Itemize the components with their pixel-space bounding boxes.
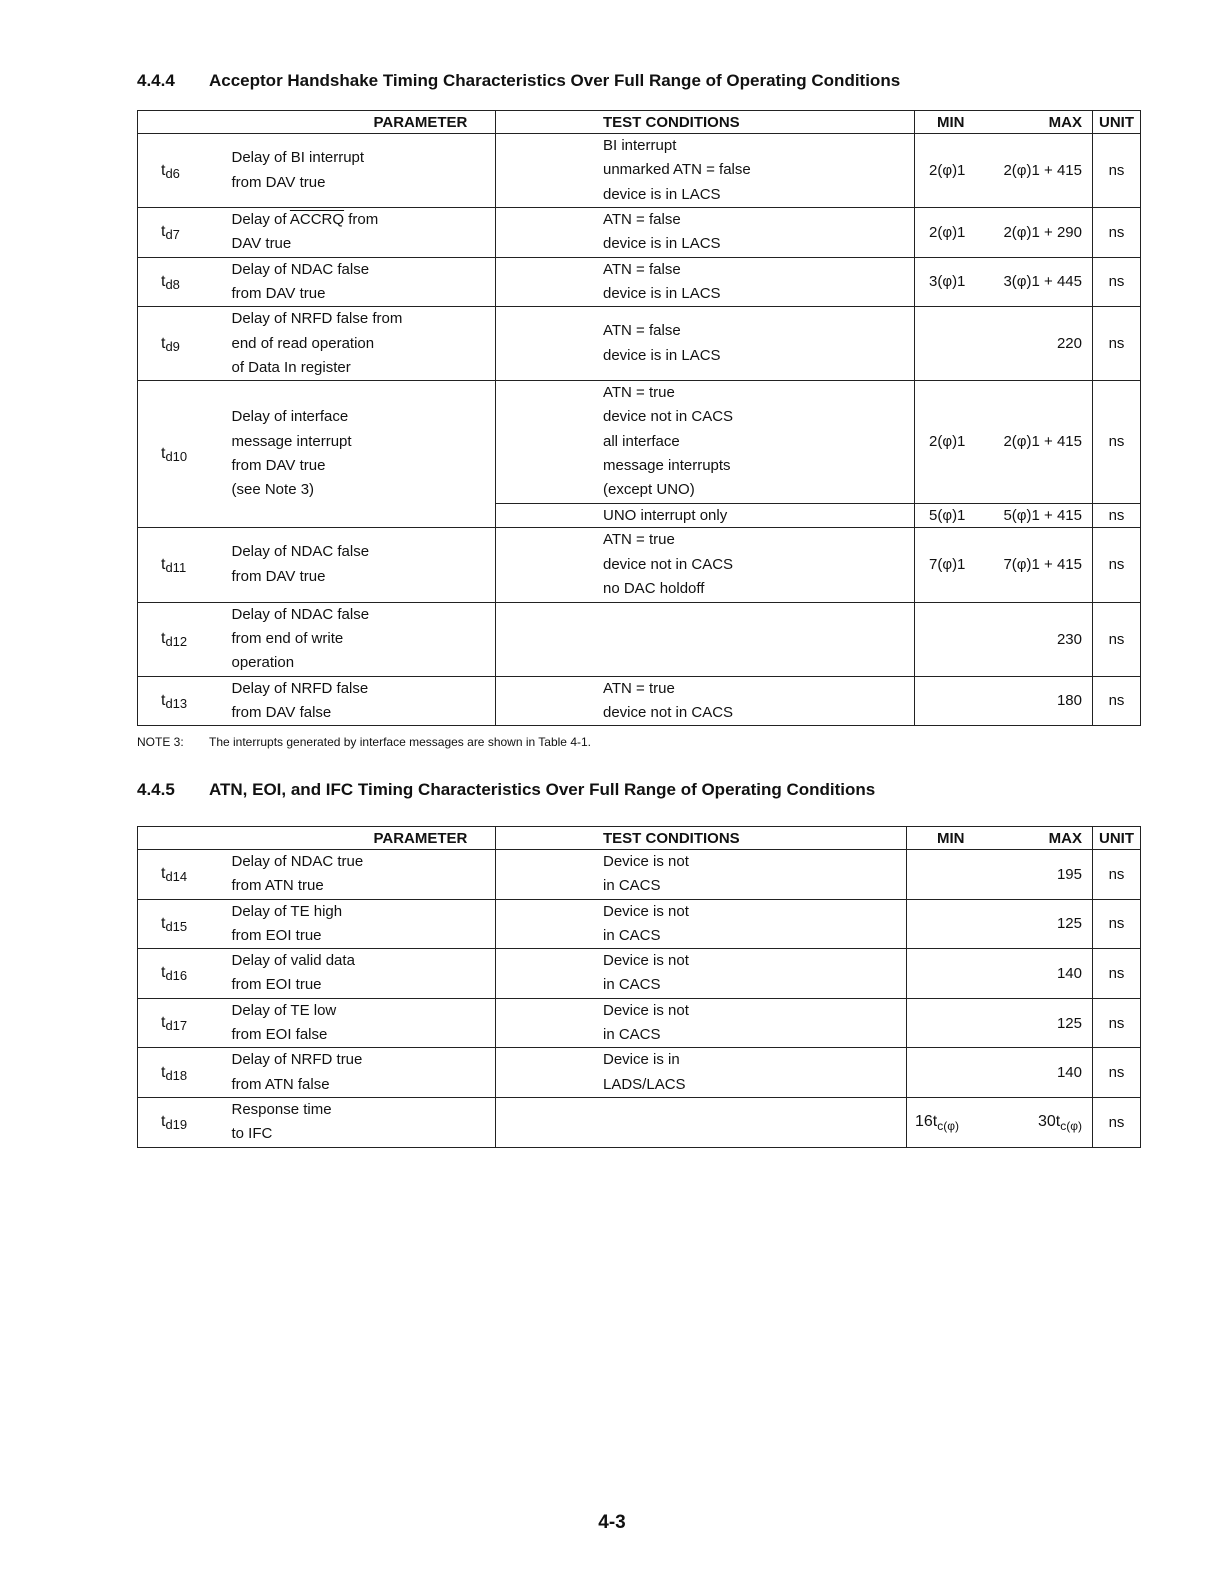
test-conditions: Device is not in CACS — [496, 998, 907, 1048]
max-value: 7(φ)1 + 415 — [991, 527, 1093, 602]
param-symbol: td12 — [138, 602, 232, 676]
min-value — [915, 307, 991, 381]
test-conditions: Device is in LADS/LACS — [496, 1048, 907, 1098]
max-value: 230 — [991, 602, 1093, 676]
min-value — [907, 1048, 991, 1098]
table-row — [138, 381, 1141, 503]
param-description: Delay of NDAC false from end of write operation — [232, 602, 496, 676]
section-title: ATN, EOI, and IFC Timing Characteristics Over Full Range of Operating Conditions — [209, 780, 876, 799]
unit-value: ns — [1093, 602, 1141, 676]
section-heading-4-4-5 — [137, 780, 875, 800]
param-description: Delay of NDAC true from ATN true — [232, 850, 496, 900]
note-label: NOTE 3: — [137, 735, 184, 749]
table-row — [138, 1097, 1141, 1147]
param-symbol: td13 — [138, 676, 232, 726]
section-title: Acceptor Handshake Timing Characteristics Over Full Range of Operating Conditions — [209, 71, 901, 90]
table-note — [137, 735, 591, 749]
min-value — [907, 899, 991, 949]
min-value: 2(φ)1 — [915, 208, 991, 258]
table-row — [138, 850, 1141, 900]
section-heading-4-4-4 — [137, 71, 900, 91]
table-row — [138, 676, 1141, 726]
unit-value: ns — [1093, 1048, 1141, 1098]
test-conditions: UNO interrupt only — [496, 503, 915, 527]
table-row — [138, 998, 1141, 1048]
max-value: $30t_{c(\varphi)}$ — [991, 1097, 1093, 1147]
max-value: 2(φ)1 + 290 — [991, 208, 1093, 258]
param-symbol: td15 — [138, 899, 232, 949]
min-value: 2(φ)1 — [915, 134, 991, 208]
table-header-row — [138, 827, 1141, 850]
unit-value: ns — [1093, 307, 1141, 381]
max-value: 125 — [991, 899, 1093, 949]
unit-value: ns — [1093, 949, 1141, 999]
section-number: 4.4.5 — [137, 780, 175, 799]
param-description: Delay of interface message interrupt from DAV true (see Note 3) — [232, 381, 496, 527]
table-row — [138, 307, 1141, 381]
header-unit: UNIT — [1093, 827, 1141, 850]
param-symbol: td11 — [138, 527, 232, 602]
test-conditions: ATN = false device is in LACS — [496, 307, 915, 381]
table-row — [138, 527, 1141, 602]
max-value: 2(φ)1 + 415 — [991, 381, 1093, 503]
min-value — [907, 949, 991, 999]
header-parameter: PARAMETER — [232, 111, 496, 134]
acceptor-handshake-table — [137, 110, 1141, 726]
param-description: Delay of NRFD false from DAV false — [232, 676, 496, 726]
table-header-row — [138, 111, 1141, 134]
param-symbol: td8 — [138, 257, 232, 307]
max-value: 2(φ)1 + 415 — [991, 134, 1093, 208]
param-symbol: td9 — [138, 307, 232, 381]
unit-value: ns — [1093, 134, 1141, 208]
max-value: 180 — [991, 676, 1093, 726]
param-description: Delay of BI interrupt from DAV true — [232, 134, 496, 208]
test-conditions — [496, 1097, 907, 1147]
max-value: 125 — [991, 998, 1093, 1048]
test-conditions: Device is not in CACS — [496, 850, 907, 900]
header-max: MAX — [991, 111, 1093, 134]
header-test-conditions: TEST CONDITIONS — [496, 827, 907, 850]
min-value — [915, 602, 991, 676]
test-conditions: Device is not in CACS — [496, 899, 907, 949]
param-symbol: td6 — [138, 134, 232, 208]
header-test-conditions: TEST CONDITIONS — [496, 111, 915, 134]
param-description: Delay of NDAC false from DAV true — [232, 527, 496, 602]
test-conditions: ATN = false device is in LACS — [496, 208, 915, 258]
param-description: Delay of NDAC false from DAV true — [232, 257, 496, 307]
test-conditions: ATN = false device is in LACS — [496, 257, 915, 307]
unit-value: ns — [1093, 208, 1141, 258]
min-value: 5(φ)1 — [915, 503, 991, 527]
header-min: MIN — [915, 111, 991, 134]
unit-value: ns — [1093, 998, 1141, 1048]
page-number: 4-3 — [598, 1512, 626, 1533]
param-description: Response time to IFC — [232, 1097, 496, 1147]
max-value: 3(φ)1 + 445 — [991, 257, 1093, 307]
param-symbol: td16 — [138, 949, 232, 999]
test-conditions: Device is not in CACS — [496, 949, 907, 999]
test-conditions — [496, 602, 915, 676]
min-value — [907, 850, 991, 900]
max-value: 195 — [991, 850, 1093, 900]
param-symbol: td17 — [138, 998, 232, 1048]
table-row — [138, 602, 1141, 676]
header-parameter: PARAMETER — [232, 827, 496, 850]
max-value: 140 — [991, 949, 1093, 999]
test-conditions: BI interrupt unmarked ATN = false device is in LACS — [496, 134, 915, 208]
table-row — [138, 257, 1141, 307]
min-value — [907, 998, 991, 1048]
min-value: 7(φ)1 — [915, 527, 991, 602]
param-symbol: td18 — [138, 1048, 232, 1098]
max-value: 220 — [991, 307, 1093, 381]
test-conditions: ATN = true device not in CACS all interface message interrupts (except UNO) — [496, 381, 915, 503]
unit-value: ns — [1093, 676, 1141, 726]
table-row — [138, 208, 1141, 258]
param-symbol: td19 — [138, 1097, 232, 1147]
param-description: Delay of ACCRQ from DAV true — [232, 208, 496, 258]
atn-eoi-ifc-table — [137, 826, 1141, 1148]
unit-value: ns — [1093, 1097, 1141, 1147]
header-max: MAX — [991, 827, 1093, 850]
min-value: 2(φ)1 — [915, 381, 991, 503]
table-row — [138, 949, 1141, 999]
min-value — [915, 676, 991, 726]
header-unit: UNIT — [1093, 111, 1141, 134]
unit-value: ns — [1093, 257, 1141, 307]
section-number: 4.4.4 — [137, 71, 175, 90]
max-value: 140 — [991, 1048, 1093, 1098]
param-symbol: td10 — [138, 381, 232, 527]
header-min: MIN — [907, 827, 991, 850]
table-row — [138, 134, 1141, 208]
test-conditions: ATN = true device not in CACS — [496, 676, 915, 726]
table-row — [138, 899, 1141, 949]
note-text: The interrupts generated by interface messages are shown in Table 4-1. — [209, 735, 591, 749]
param-description: Delay of TE low from EOI false — [232, 998, 496, 1048]
param-description: Delay of valid data from EOI true — [232, 949, 496, 999]
param-symbol: td7 — [138, 208, 232, 258]
unit-value: ns — [1093, 503, 1141, 527]
max-value: 5(φ)1 + 415 — [991, 503, 1093, 527]
test-conditions: ATN = true device not in CACS no DAC holdoff — [496, 527, 915, 602]
table-row — [138, 1048, 1141, 1098]
unit-value: ns — [1093, 527, 1141, 602]
param-symbol: td14 — [138, 850, 232, 900]
param-description: Delay of NRFD true from ATN false — [232, 1048, 496, 1098]
param-description: Delay of TE high from EOI true — [232, 899, 496, 949]
unit-value: ns — [1093, 381, 1141, 503]
min-value: $16t_{c(\varphi)}$ — [907, 1097, 991, 1147]
min-value: 3(φ)1 — [915, 257, 991, 307]
unit-value: ns — [1093, 850, 1141, 900]
param-description: Delay of NRFD false from end of read operation of Data In register — [232, 307, 496, 381]
unit-value: ns — [1093, 899, 1141, 949]
